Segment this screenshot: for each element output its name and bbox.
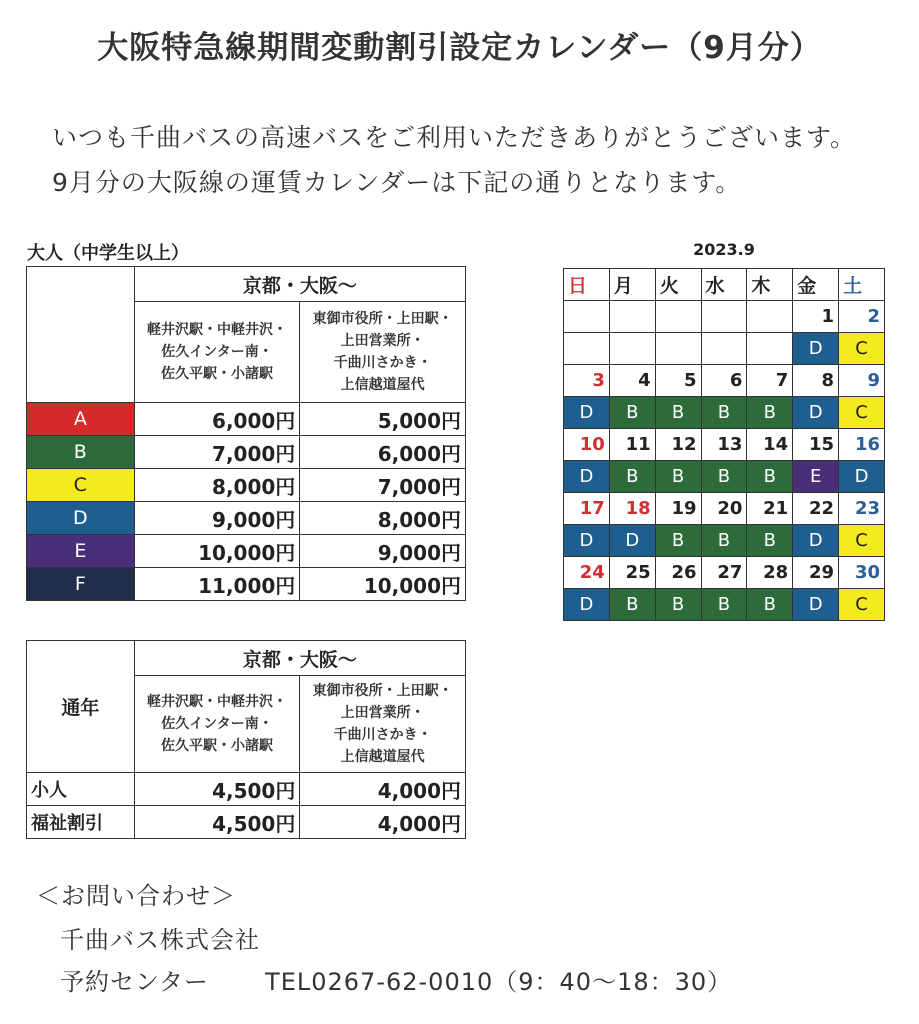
- fare-code: D: [564, 589, 610, 621]
- stops-line: 上田営業所・: [340, 333, 425, 349]
- price-cell: 7,000円: [300, 469, 466, 502]
- price-cell: 4,500円: [134, 773, 300, 806]
- calendar-day: 15: [793, 429, 839, 461]
- page-title: 大阪特急線期間変動割引設定カレンダー（9月分）: [97, 30, 822, 66]
- stops-group-2: [300, 302, 466, 403]
- table-row: [27, 806, 466, 839]
- fare-code: [747, 333, 793, 365]
- fare-code: B: [655, 461, 701, 493]
- price-cell: 6,000円: [300, 436, 466, 469]
- table-corner: [27, 267, 135, 403]
- route-header: 京都・大阪～: [134, 267, 465, 302]
- price-cell: 8,000円: [134, 469, 300, 502]
- weekday-header: 土: [839, 269, 885, 301]
- calendar-day: [655, 301, 701, 333]
- stops-line: 佐久インター南・: [161, 716, 273, 732]
- fare-code: E: [793, 461, 839, 493]
- stops-group-1: [134, 676, 300, 773]
- reservation-line: [60, 962, 732, 997]
- fare-code: D: [609, 525, 655, 557]
- weekday-header: 火: [655, 269, 701, 301]
- calendar-weekday-row: [564, 269, 885, 301]
- fare-code: B: [609, 461, 655, 493]
- price-cell: 4,000円: [300, 806, 466, 839]
- weekday-header: 日: [564, 269, 610, 301]
- fare-code: D: [793, 397, 839, 429]
- fare-code: B: [747, 525, 793, 557]
- calendar-code-row: [564, 525, 885, 557]
- table-row: [27, 502, 466, 535]
- fare-code: B: [701, 525, 747, 557]
- adult-fare-table: [26, 266, 466, 601]
- stops-line: 千曲川さかき・: [333, 727, 432, 743]
- price-cell: 4,500円: [134, 806, 300, 839]
- fare-code: B: [655, 397, 701, 429]
- fare-category: 小人: [27, 773, 135, 806]
- contact-heading: ＜お問い合わせ＞: [36, 882, 236, 910]
- calendar-day: 20: [701, 493, 747, 525]
- stops-line: 軽井沢駅・中軽井沢・: [146, 322, 287, 338]
- calendar-day: 28: [747, 557, 793, 589]
- fare-code: B: [655, 525, 701, 557]
- stops-line: 上信越道屋代: [340, 377, 425, 393]
- fare-code: C: [839, 333, 885, 365]
- price-cell: 8,000円: [300, 502, 466, 535]
- price-cell: 10,000円: [300, 568, 466, 601]
- calendar-day: 9: [839, 365, 885, 397]
- fare-code: D: [839, 461, 885, 493]
- fare-code: B: [609, 589, 655, 621]
- calendar-date-row: [564, 301, 885, 333]
- calendar-day: 7: [747, 365, 793, 397]
- grade-d: D: [27, 502, 135, 535]
- fare-code: C: [839, 525, 885, 557]
- price-cell: 9,000円: [134, 502, 300, 535]
- calendar-day: 16: [839, 429, 885, 461]
- reservation-center: 予約センター: [60, 968, 210, 996]
- calendar-day: 14: [747, 429, 793, 461]
- fare-code: [609, 333, 655, 365]
- calendar-date-row: [564, 557, 885, 589]
- year-corner-label: 通年: [27, 641, 135, 773]
- calendar-date-row: [564, 365, 885, 397]
- calendar-day: 18: [609, 493, 655, 525]
- calendar-day: 10: [564, 429, 610, 461]
- calendar-day: 3: [564, 365, 610, 397]
- calendar-day: [747, 301, 793, 333]
- fare-code: D: [564, 397, 610, 429]
- calendar-code-row: [564, 333, 885, 365]
- stops-line: 千曲川さかき・: [333, 355, 432, 371]
- price-cell: 10,000円: [134, 535, 300, 568]
- fare-code: B: [655, 589, 701, 621]
- calendar-day: 26: [655, 557, 701, 589]
- calendar-code-row: [564, 589, 885, 621]
- company-name: 千曲バス株式会社: [60, 926, 260, 954]
- weekday-header: 金: [793, 269, 839, 301]
- stops-line: 上信越道屋代: [340, 749, 425, 765]
- calendar-day: 5: [655, 365, 701, 397]
- calendar-day: 6: [701, 365, 747, 397]
- fare-code: B: [747, 397, 793, 429]
- fare-code: B: [701, 589, 747, 621]
- fare-code: [701, 333, 747, 365]
- calendar-day: 22: [793, 493, 839, 525]
- grade-f: F: [27, 568, 135, 601]
- calendar-date-row: [564, 429, 885, 461]
- adult-table-label: 大人（中学生以上）: [27, 243, 189, 264]
- calendar-day: 21: [747, 493, 793, 525]
- calendar-code-row: [564, 397, 885, 429]
- stops-line: 佐久平駅・小諸駅: [161, 738, 273, 754]
- price-cell: 7,000円: [134, 436, 300, 469]
- grade-c: C: [27, 469, 135, 502]
- intro-line-2: 9月分の大阪線の運賃カレンダーは下記の通りとなります。: [52, 168, 742, 197]
- price-cell: 11,000円: [134, 568, 300, 601]
- fare-category: 福祉割引: [27, 806, 135, 839]
- calendar-day: 25: [609, 557, 655, 589]
- fare-calendar: [563, 268, 885, 621]
- weekday-header: 月: [609, 269, 655, 301]
- fare-code: [564, 333, 610, 365]
- stops-group-2: [300, 676, 466, 773]
- calendar-day: 27: [701, 557, 747, 589]
- calendar-day: 19: [655, 493, 701, 525]
- calendar-title: 2023.9: [693, 240, 755, 259]
- calendar-day: 1: [793, 301, 839, 333]
- grade-e: E: [27, 535, 135, 568]
- route-header: 京都・大阪～: [134, 641, 465, 676]
- calendar-code-row: [564, 461, 885, 493]
- table-row: [27, 773, 466, 806]
- stops-group-1: [134, 302, 300, 403]
- calendar-day: 23: [839, 493, 885, 525]
- grade-a: A: [27, 403, 135, 436]
- fare-code: D: [564, 525, 610, 557]
- table-row: [27, 568, 466, 601]
- calendar-day: 29: [793, 557, 839, 589]
- stops-line: 上田営業所・: [340, 705, 425, 721]
- fare-code: B: [701, 461, 747, 493]
- fare-code: [655, 333, 701, 365]
- phone-number: TEL0267-62-0010（9：40～18：30）: [265, 968, 733, 996]
- price-cell: 6,000円: [134, 403, 300, 436]
- fare-code: B: [747, 461, 793, 493]
- calendar-day: [564, 301, 610, 333]
- calendar-day: 12: [655, 429, 701, 461]
- calendar-date-row: [564, 493, 885, 525]
- weekday-header: 水: [701, 269, 747, 301]
- table-row: [27, 469, 466, 502]
- fare-code: B: [701, 397, 747, 429]
- table-row: [27, 535, 466, 568]
- table-row: [27, 436, 466, 469]
- calendar-day: [609, 301, 655, 333]
- table-row: [27, 403, 466, 436]
- fare-code: C: [839, 589, 885, 621]
- grade-b: B: [27, 436, 135, 469]
- price-cell: 4,000円: [300, 773, 466, 806]
- fare-code: D: [793, 525, 839, 557]
- calendar-day: 4: [609, 365, 655, 397]
- stops-line: 佐久平駅・小諸駅: [160, 366, 273, 382]
- fare-code: B: [747, 589, 793, 621]
- stops-line: 佐久インター南・: [161, 344, 273, 360]
- stops-line: 東御市役所・上田駅・: [312, 311, 453, 327]
- stops-line: 東御市役所・上田駅・: [312, 683, 453, 699]
- fare-code: C: [839, 397, 885, 429]
- price-cell: 5,000円: [300, 403, 466, 436]
- calendar-day: [701, 301, 747, 333]
- fare-code: D: [793, 589, 839, 621]
- stops-line: 軽井沢駅・中軽井沢・: [147, 694, 287, 710]
- calendar-day: 11: [609, 429, 655, 461]
- fare-code: B: [609, 397, 655, 429]
- calendar-day: 24: [564, 557, 610, 589]
- weekday-header: 木: [747, 269, 793, 301]
- year-fare-table: [26, 640, 466, 839]
- calendar-day: 8: [793, 365, 839, 397]
- fare-code: D: [793, 333, 839, 365]
- calendar-day: 13: [701, 429, 747, 461]
- calendar-day: 2: [839, 301, 885, 333]
- fare-code: D: [564, 461, 610, 493]
- calendar-day: 17: [564, 493, 610, 525]
- price-cell: 9,000円: [300, 535, 466, 568]
- intro-line-1: いつも千曲バスの高速バスをご利用いただきありがとうございます。: [52, 123, 857, 152]
- calendar-day: 30: [839, 557, 885, 589]
